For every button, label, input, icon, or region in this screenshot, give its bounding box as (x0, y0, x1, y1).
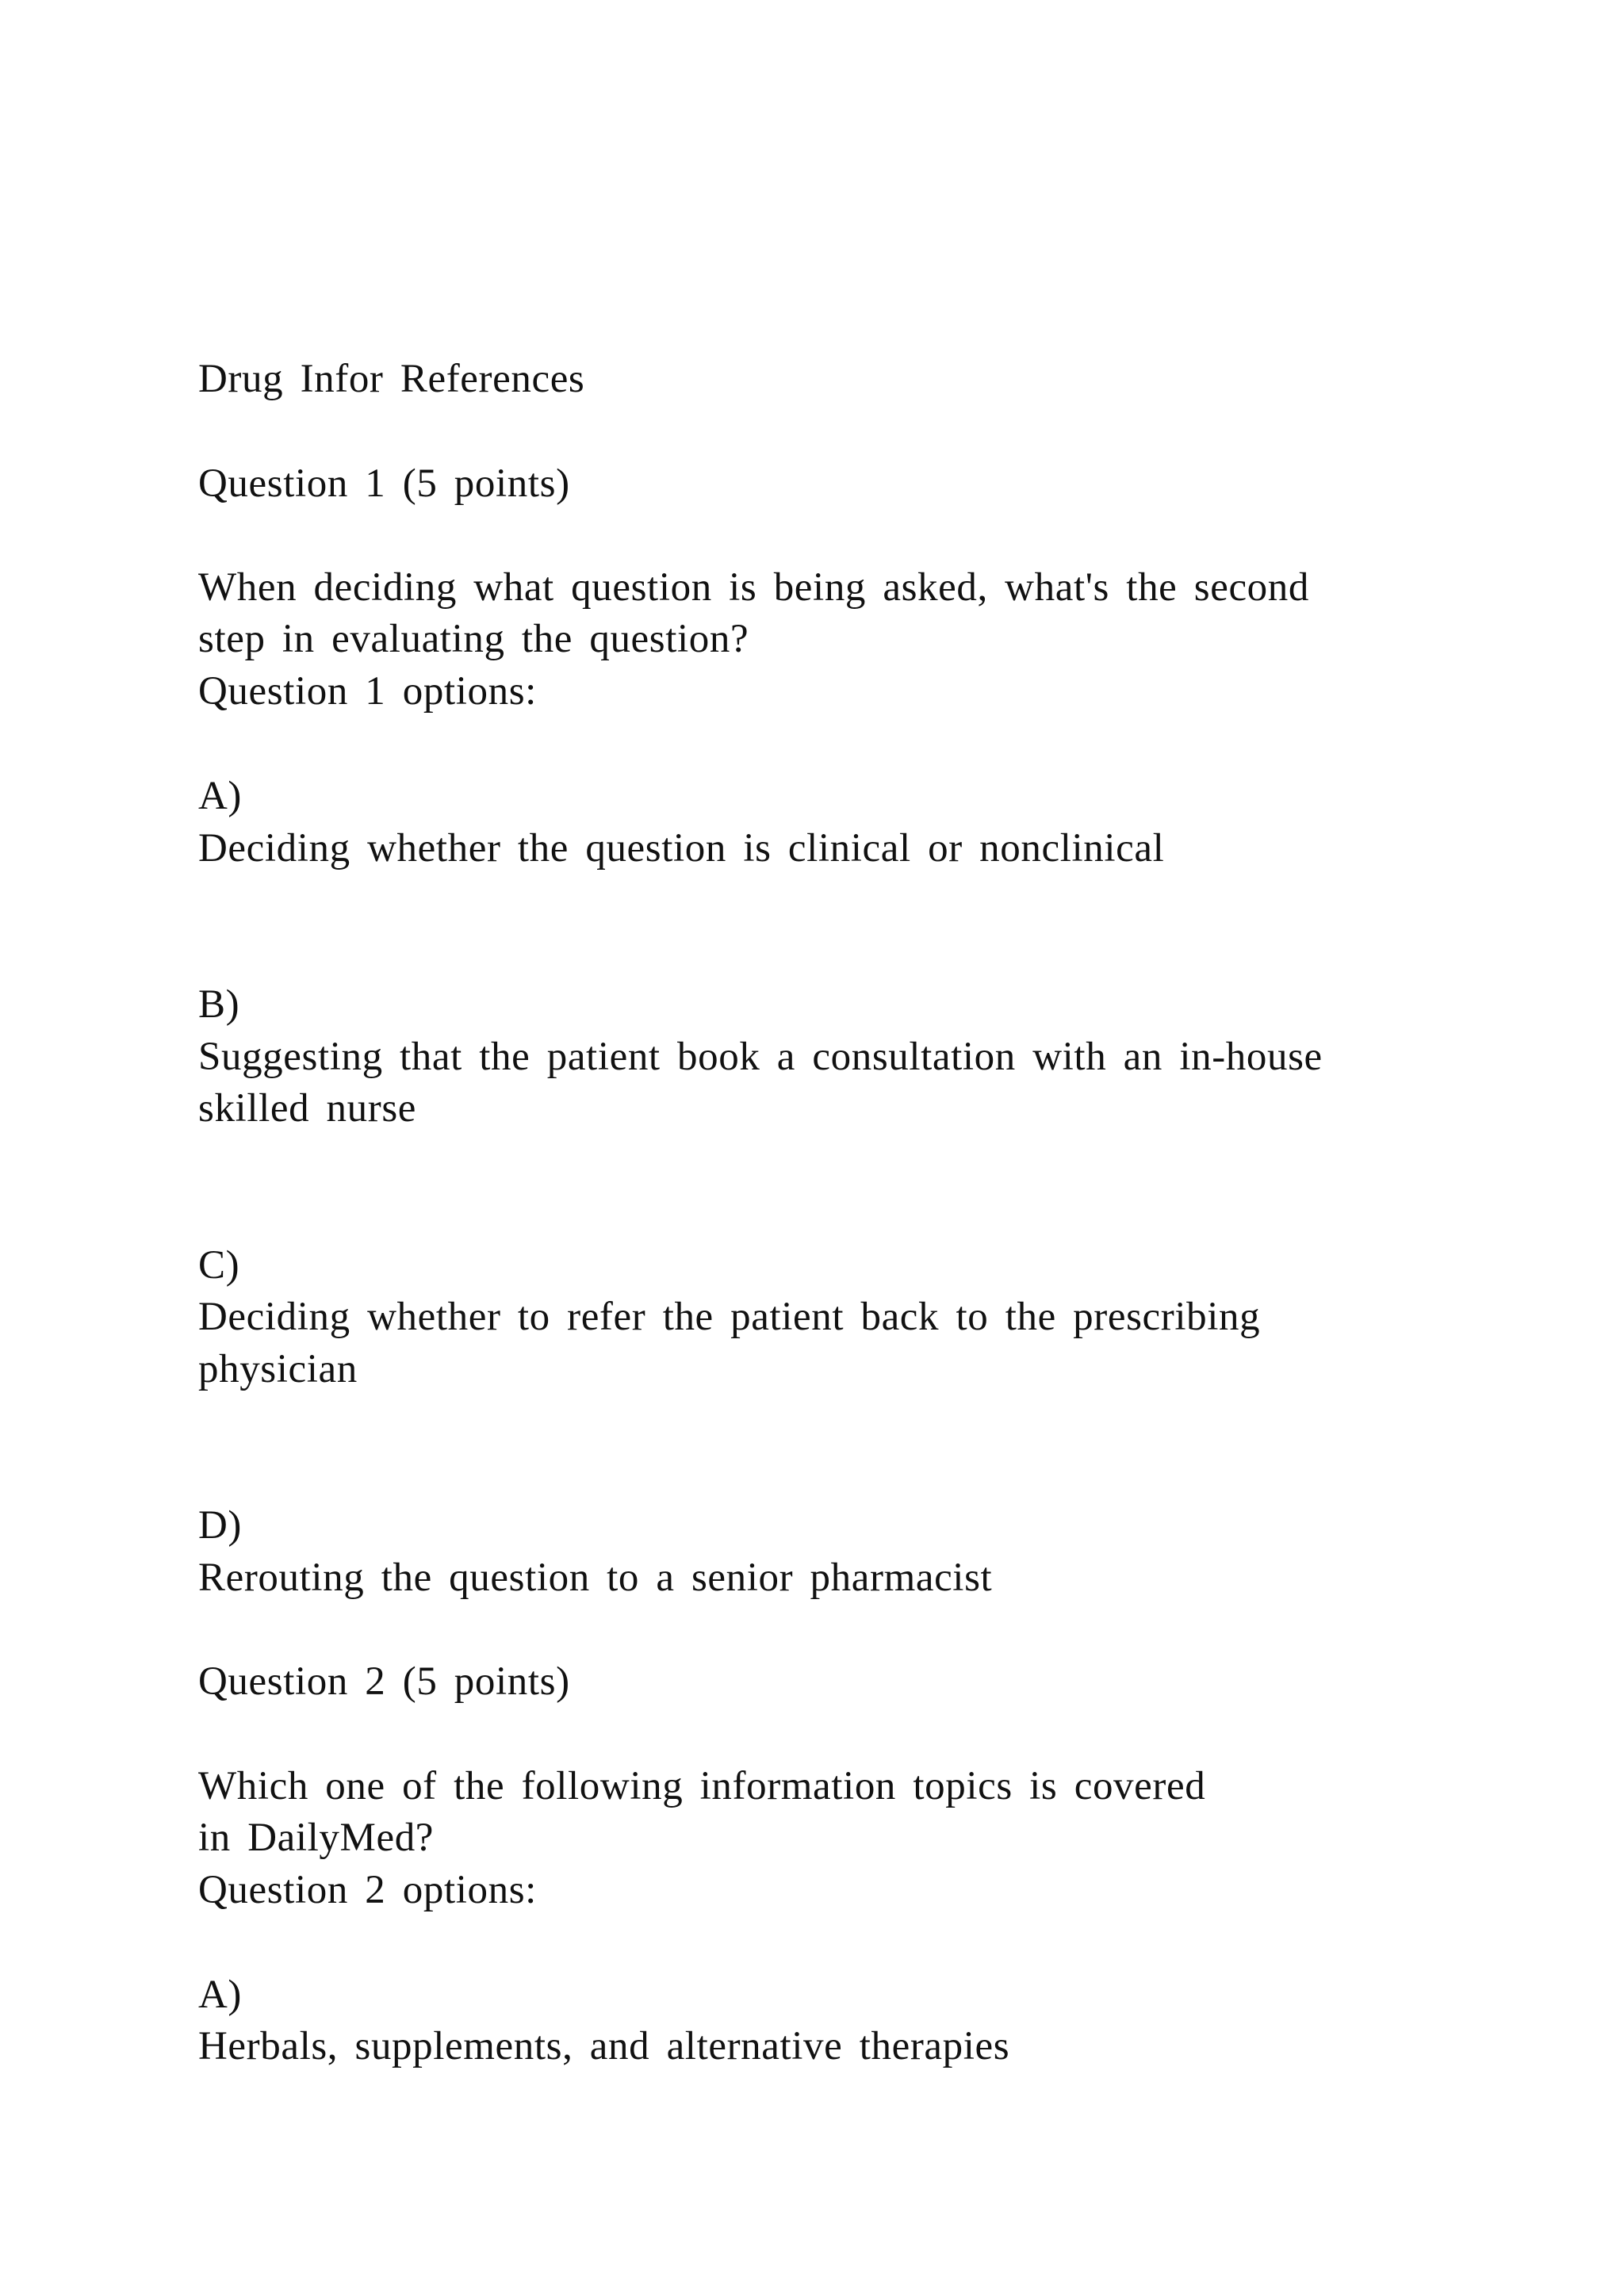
question-1-option-b-letter: B) (198, 982, 240, 1027)
question-1-option-c-text-line-2: physician (198, 1347, 358, 1391)
question-1-option-d-text: Rerouting the question to a senior pharmacist (198, 1556, 993, 1600)
question-1-option-a-text: Deciding whether the question is clinical or nonclinical (198, 826, 1165, 871)
question-1-option-b-text-line-2: skilled nurse (198, 1086, 417, 1131)
question-2-prompt-line-1: Which one of the following information topics is covered (198, 1764, 1206, 1808)
question-1-option-a-letter: A) (198, 774, 243, 818)
question-2-option-a-letter: A) (198, 1973, 243, 2017)
question-2-prompt-line-2: in DailyMed? (198, 1816, 435, 1860)
question-2-option-a-text: Herbals, supplements, and alternative therapies (198, 2024, 1010, 2068)
question-1-option-c-letter: C) (198, 1243, 240, 1288)
question-1-options-label: Question 1 options: (198, 669, 537, 714)
question-1-option-d-letter: D) (198, 1503, 243, 1548)
question-1-heading: Question 1 (5 points) (198, 461, 570, 506)
question-2-options-label: Question 2 options: (198, 1868, 537, 1912)
question-1-prompt-line-1: When deciding what question is being asked, what's the second (198, 565, 1309, 610)
question-1-option-b-text-line-1: Suggesting that the patient book a consultation with an in-house (198, 1035, 1323, 1079)
question-1-option-c-text-line-1: Deciding whether to refer the patient back to the prescribing (198, 1295, 1261, 1339)
question-2-heading: Question 2 (5 points) (198, 1659, 570, 1704)
document-title: Drug Infor References (198, 357, 585, 401)
question-1-prompt-line-2: step in evaluating the question? (198, 617, 749, 661)
